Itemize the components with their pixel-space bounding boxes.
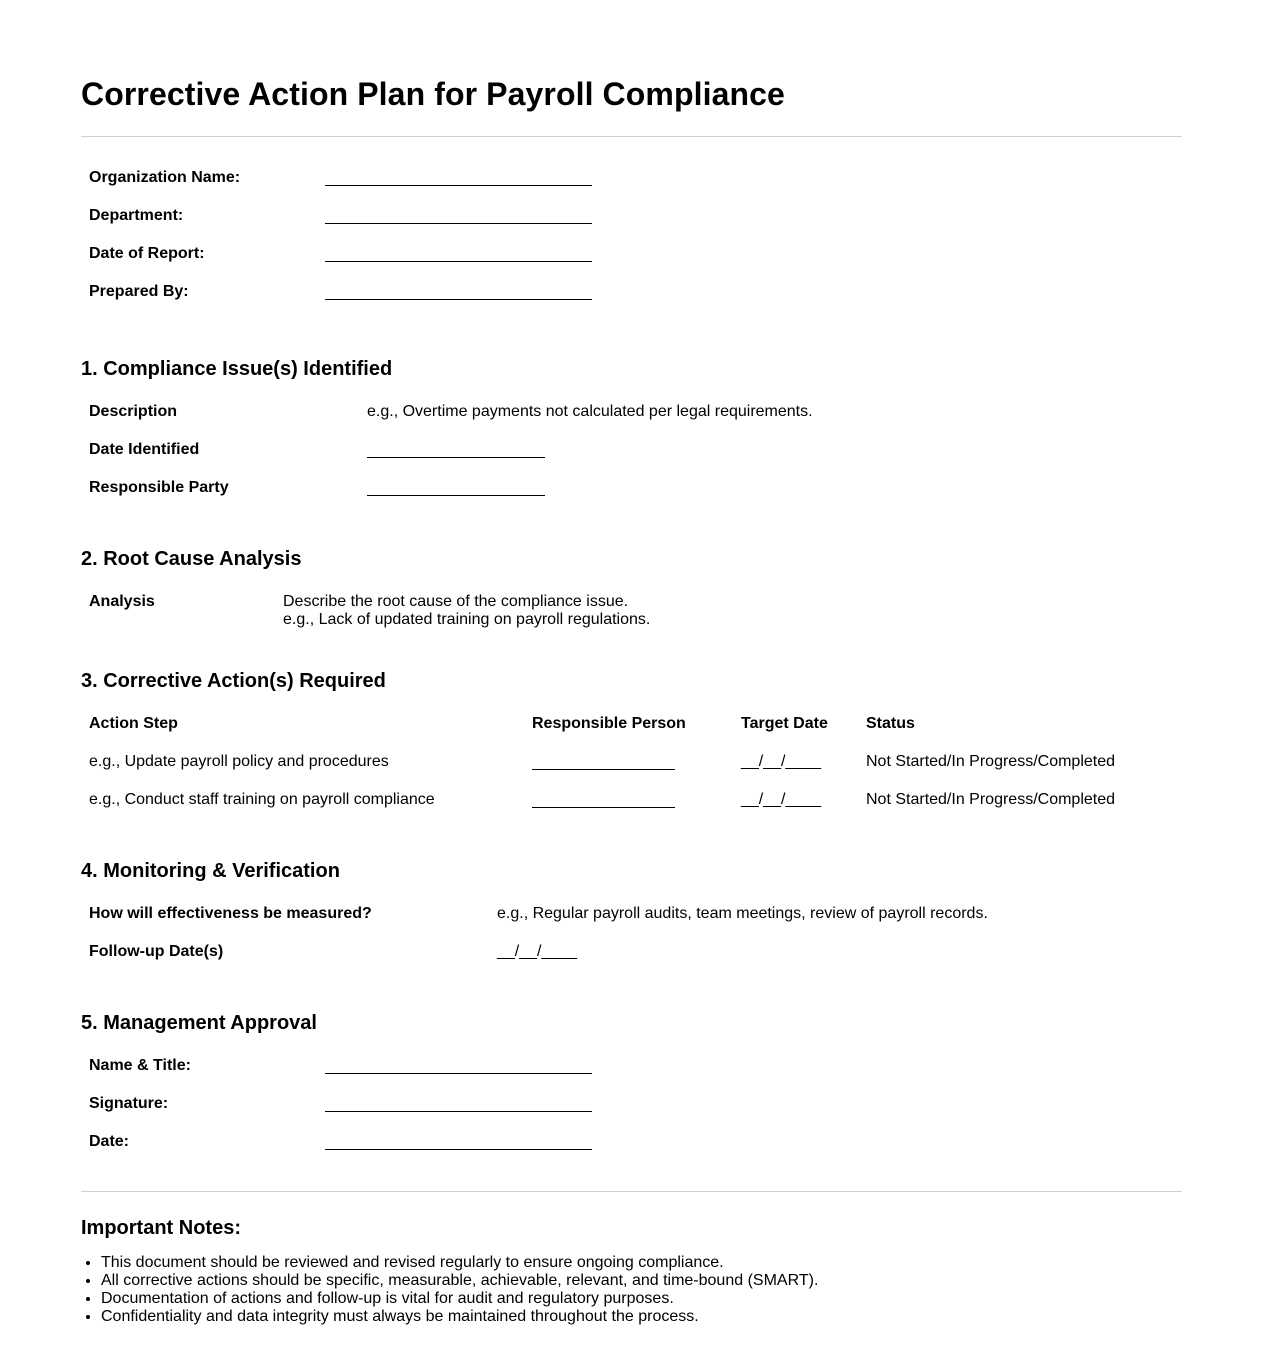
list-item: • Documentation of actions and follow-up is vital for audit and regulatory purposes. bbox=[101, 1290, 1182, 1308]
followup-label: Follow-up Date(s) bbox=[89, 943, 224, 960]
notes-heading: Important Notes: bbox=[81, 1217, 241, 1239]
measurement-label: How will effectiveness be measured? bbox=[89, 905, 372, 922]
action-step-cell: e.g., Conduct staff training on payroll compliance bbox=[89, 791, 435, 808]
responsible-person-field[interactable] bbox=[532, 791, 675, 808]
column-header-action-step: Action Step bbox=[89, 715, 178, 732]
responsible-party-field[interactable] bbox=[367, 479, 545, 496]
responsible-party-row bbox=[89, 479, 813, 517]
action-step-cell: e.g., Update payroll policy and procedures bbox=[89, 753, 389, 770]
analysis-line-2: e.g., Lack of updated training on payroll regulations. bbox=[283, 611, 651, 628]
section3-heading: 3. Corrective Action(s) Required bbox=[81, 670, 386, 692]
status-cell: Not Started/In Progress/Completed bbox=[866, 753, 1116, 770]
description-label: Description bbox=[89, 403, 178, 420]
section4-table bbox=[89, 905, 988, 981]
section5-heading: 5. Management Approval bbox=[81, 1012, 317, 1034]
notes-list bbox=[81, 1254, 1182, 1326]
department-field[interactable] bbox=[325, 207, 592, 224]
target-date-cell[interactable]: __/__/____ bbox=[741, 791, 822, 808]
department-row bbox=[89, 207, 592, 245]
analysis-label: Analysis bbox=[89, 593, 155, 610]
analysis-value bbox=[283, 593, 650, 629]
measurement-row bbox=[89, 905, 988, 943]
prepared-by-field[interactable] bbox=[325, 283, 592, 300]
list-item: • Confidentiality and data integrity must always be maintained throughout the process. bbox=[101, 1308, 1182, 1326]
section2-table bbox=[89, 593, 650, 629]
column-header-target-date: Target Date bbox=[741, 715, 828, 732]
analysis-row bbox=[89, 593, 650, 629]
document-page bbox=[81, 0, 1182, 1326]
description-row bbox=[89, 403, 813, 441]
title-divider bbox=[81, 136, 1182, 137]
approval-date-label: Date: bbox=[89, 1133, 130, 1150]
followup-row bbox=[89, 943, 988, 981]
date-identified-row bbox=[89, 441, 813, 479]
page-title: Corrective Action Plan for Payroll Compliance bbox=[81, 76, 785, 112]
table-row bbox=[89, 753, 1115, 791]
section2-heading: 2. Root Cause Analysis bbox=[81, 548, 302, 570]
measurement-value: e.g., Regular payroll audits, team meetings, review of payroll records. bbox=[497, 905, 988, 922]
org-name-label: Organization Name: bbox=[89, 169, 241, 186]
status-cell: Not Started/In Progress/Completed bbox=[866, 791, 1116, 808]
responsible-party-label: Responsible Party bbox=[89, 479, 229, 496]
approval-name-row bbox=[89, 1057, 592, 1095]
org-name-field[interactable] bbox=[325, 169, 592, 186]
responsible-person-field[interactable] bbox=[532, 753, 675, 770]
prepared-by-row bbox=[89, 283, 592, 321]
department-label: Department: bbox=[89, 207, 184, 224]
date-identified-label: Date Identified bbox=[89, 441, 200, 458]
signature-label: Signature: bbox=[89, 1095, 169, 1112]
column-header-status: Status bbox=[866, 715, 915, 732]
section1-heading: 1. Compliance Issue(s) Identified bbox=[81, 358, 393, 380]
signature-field[interactable] bbox=[325, 1095, 592, 1112]
approval-name-field[interactable] bbox=[325, 1057, 592, 1074]
report-date-label: Date of Report: bbox=[89, 245, 205, 262]
approval-name-label: Name & Title: bbox=[89, 1057, 191, 1074]
list-item: • This document should be reviewed and revised regularly to ensure ongoing compliance. bbox=[101, 1254, 1182, 1272]
section1-table bbox=[89, 403, 813, 517]
table-header-row bbox=[89, 715, 1115, 753]
prepared-by-label: Prepared By: bbox=[89, 283, 189, 300]
column-header-responsible-person: Responsible Person bbox=[532, 715, 686, 732]
target-date-cell[interactable]: __/__/____ bbox=[741, 753, 822, 770]
report-date-row bbox=[89, 245, 592, 283]
description-value: e.g., Overtime payments not calculated per legal requirements. bbox=[367, 403, 813, 420]
org-name-row bbox=[89, 169, 592, 207]
signature-row bbox=[89, 1095, 592, 1133]
approval-table bbox=[89, 1057, 592, 1171]
date-identified-field[interactable] bbox=[367, 441, 545, 458]
report-date-field[interactable] bbox=[325, 245, 592, 262]
header-info-table bbox=[89, 169, 592, 321]
analysis-line-1: Describe the root cause of the compliance issue. bbox=[283, 593, 629, 610]
table-row bbox=[89, 791, 1115, 829]
list-item: • All corrective actions should be specific, measurable, achievable, relevant, and time-bound (SMART). bbox=[101, 1272, 1182, 1290]
notes-divider bbox=[81, 1191, 1182, 1192]
corrective-actions-table bbox=[89, 715, 1115, 829]
section4-heading: 4. Monitoring & Verification bbox=[81, 860, 340, 882]
followup-date-field[interactable]: __/__/____ bbox=[497, 943, 578, 960]
approval-date-row bbox=[89, 1133, 592, 1171]
approval-date-field[interactable] bbox=[325, 1133, 592, 1150]
